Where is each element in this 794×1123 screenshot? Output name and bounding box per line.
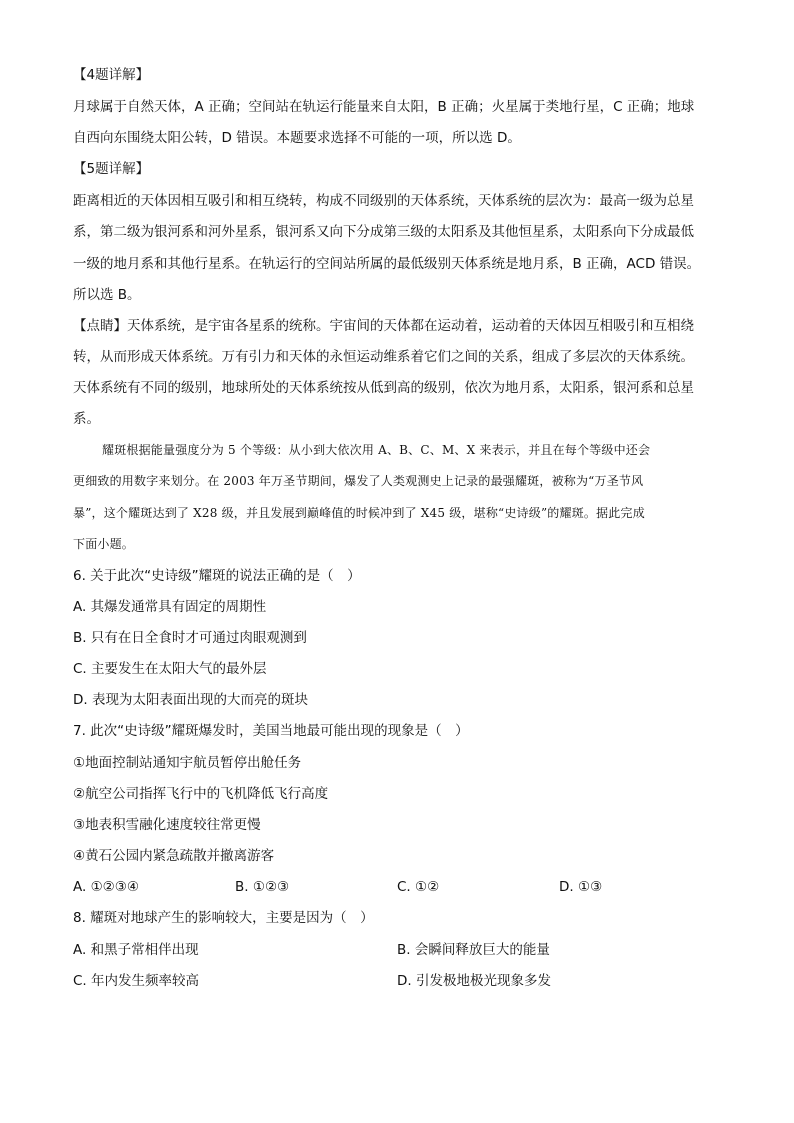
q7-item-3: ③地表积雪融化速度较往常更慢 xyxy=(73,817,261,833)
q8-option-d: D. 引发极地极光现象多发 xyxy=(397,973,551,989)
tip-line-3: 天体系统有不同的级别，地球所处的天体系统按从低到高的级别，依次为地月系，太阳系，银河系和总星 xyxy=(73,380,694,396)
q8-option-a: A. 和黑子常相伴出现 xyxy=(73,942,199,958)
q5-line-3: 一级的地月系和其他行星系。在轨运行的空间站所属的最低级别天体系统是地月系，B 正确，ACD 错误。 xyxy=(73,256,701,272)
q4-heading: 【4题详解】 xyxy=(73,67,150,83)
q4-line-1: 月球属于自然天体，A 正确；空间站在轨运行能量来自太阳，B 正确；火星属于类地行星，C 正确；地球 xyxy=(73,99,695,115)
q6-option-a: A. 其爆发通常具有固定的周期性 xyxy=(73,599,267,615)
q8-option-b: B. 会瞬间释放巨大的能量 xyxy=(397,942,550,958)
q6-option-d: D. 表现为太阳表面出现的大而亮的斑块 xyxy=(73,692,308,708)
tip-line-2: 转，从而形成天体系统。万有引力和天体的永恒运动维系着它们之间的关系，组成了多层次的天体系统。 xyxy=(73,349,694,365)
tip-line-1: 【点睛】天体系统，是宇宙各星系的统称。宇宙间的天体都在运动着，运动着的天体因互相吸引和互相绕 xyxy=(73,318,694,334)
q7-option-b: B. ①②③ xyxy=(235,879,290,895)
q5-line-4: 所以选 B。 xyxy=(73,287,141,303)
q7-item-2: ②航空公司指挥飞行中的飞机降低飞行高度 xyxy=(73,786,329,802)
passage-line-2: 更细致的用数字来划分。在 2003 年万圣节期间，爆发了人类观测史上记录的最强耀斑，被称为“万圣节风 xyxy=(73,474,644,488)
q8-option-c: C. 年内发生频率较高 xyxy=(73,973,200,989)
passage-line-1: 耀斑根据能量强度分为 5 个等级：从小到大依次用 A、B、C、M、X 来表示，并且在每个等级中还会 xyxy=(102,443,651,457)
q7-stem: 7. 此次“史诗级”耀斑爆发时，美国当地最可能出现的现象是（ ） xyxy=(73,723,469,739)
q8-stem: 8. 耀斑对地球产生的影响较大，主要是因为（ ） xyxy=(73,910,374,926)
q5-heading: 【5题详解】 xyxy=(73,161,150,177)
q7-item-1: ①地面控制站通知宇航员暂停出舱任务 xyxy=(73,755,302,771)
q7-option-a: A. ①②③④ xyxy=(73,879,139,895)
passage-line-3: 暴”，这个耀斑达到了 X28 级，并且发展到巅峰值的时候冲到了 X45 级，堪称“史诗级”的耀斑。据此完成 xyxy=(73,506,645,520)
q5-line-2: 系，第二级为银河系和河外星系，银河系又向下分成第三级的太阳系及其他恒星系，太阳系向下分成最低 xyxy=(73,224,694,240)
passage-line-4: 下面小题。 xyxy=(73,537,135,551)
q7-option-d: D. ①③ xyxy=(559,879,603,895)
q7-option-c: C. ①② xyxy=(397,879,440,895)
q7-item-4: ④黄石公园内紧急疏散并撤离游客 xyxy=(73,848,275,864)
q6-option-c: C. 主要发生在太阳大气的最外层 xyxy=(73,661,267,677)
q6-stem: 6. 关于此次“史诗级”耀斑的说法正确的是（ ） xyxy=(73,568,361,584)
q5-line-1: 距离相近的天体因相互吸引和相互绕转，构成不同级别的天体系统，天体系统的层次为：最高一级为总星 xyxy=(73,193,694,209)
q4-line-2: 自西向东围绕太阳公转，D 错误。本题要求选择不可能的一项，所以选 D。 xyxy=(73,130,521,146)
q6-option-b: B. 只有在日全食时才可通过肉眼观测到 xyxy=(73,630,307,646)
tip-line-4: 系。 xyxy=(73,411,100,427)
